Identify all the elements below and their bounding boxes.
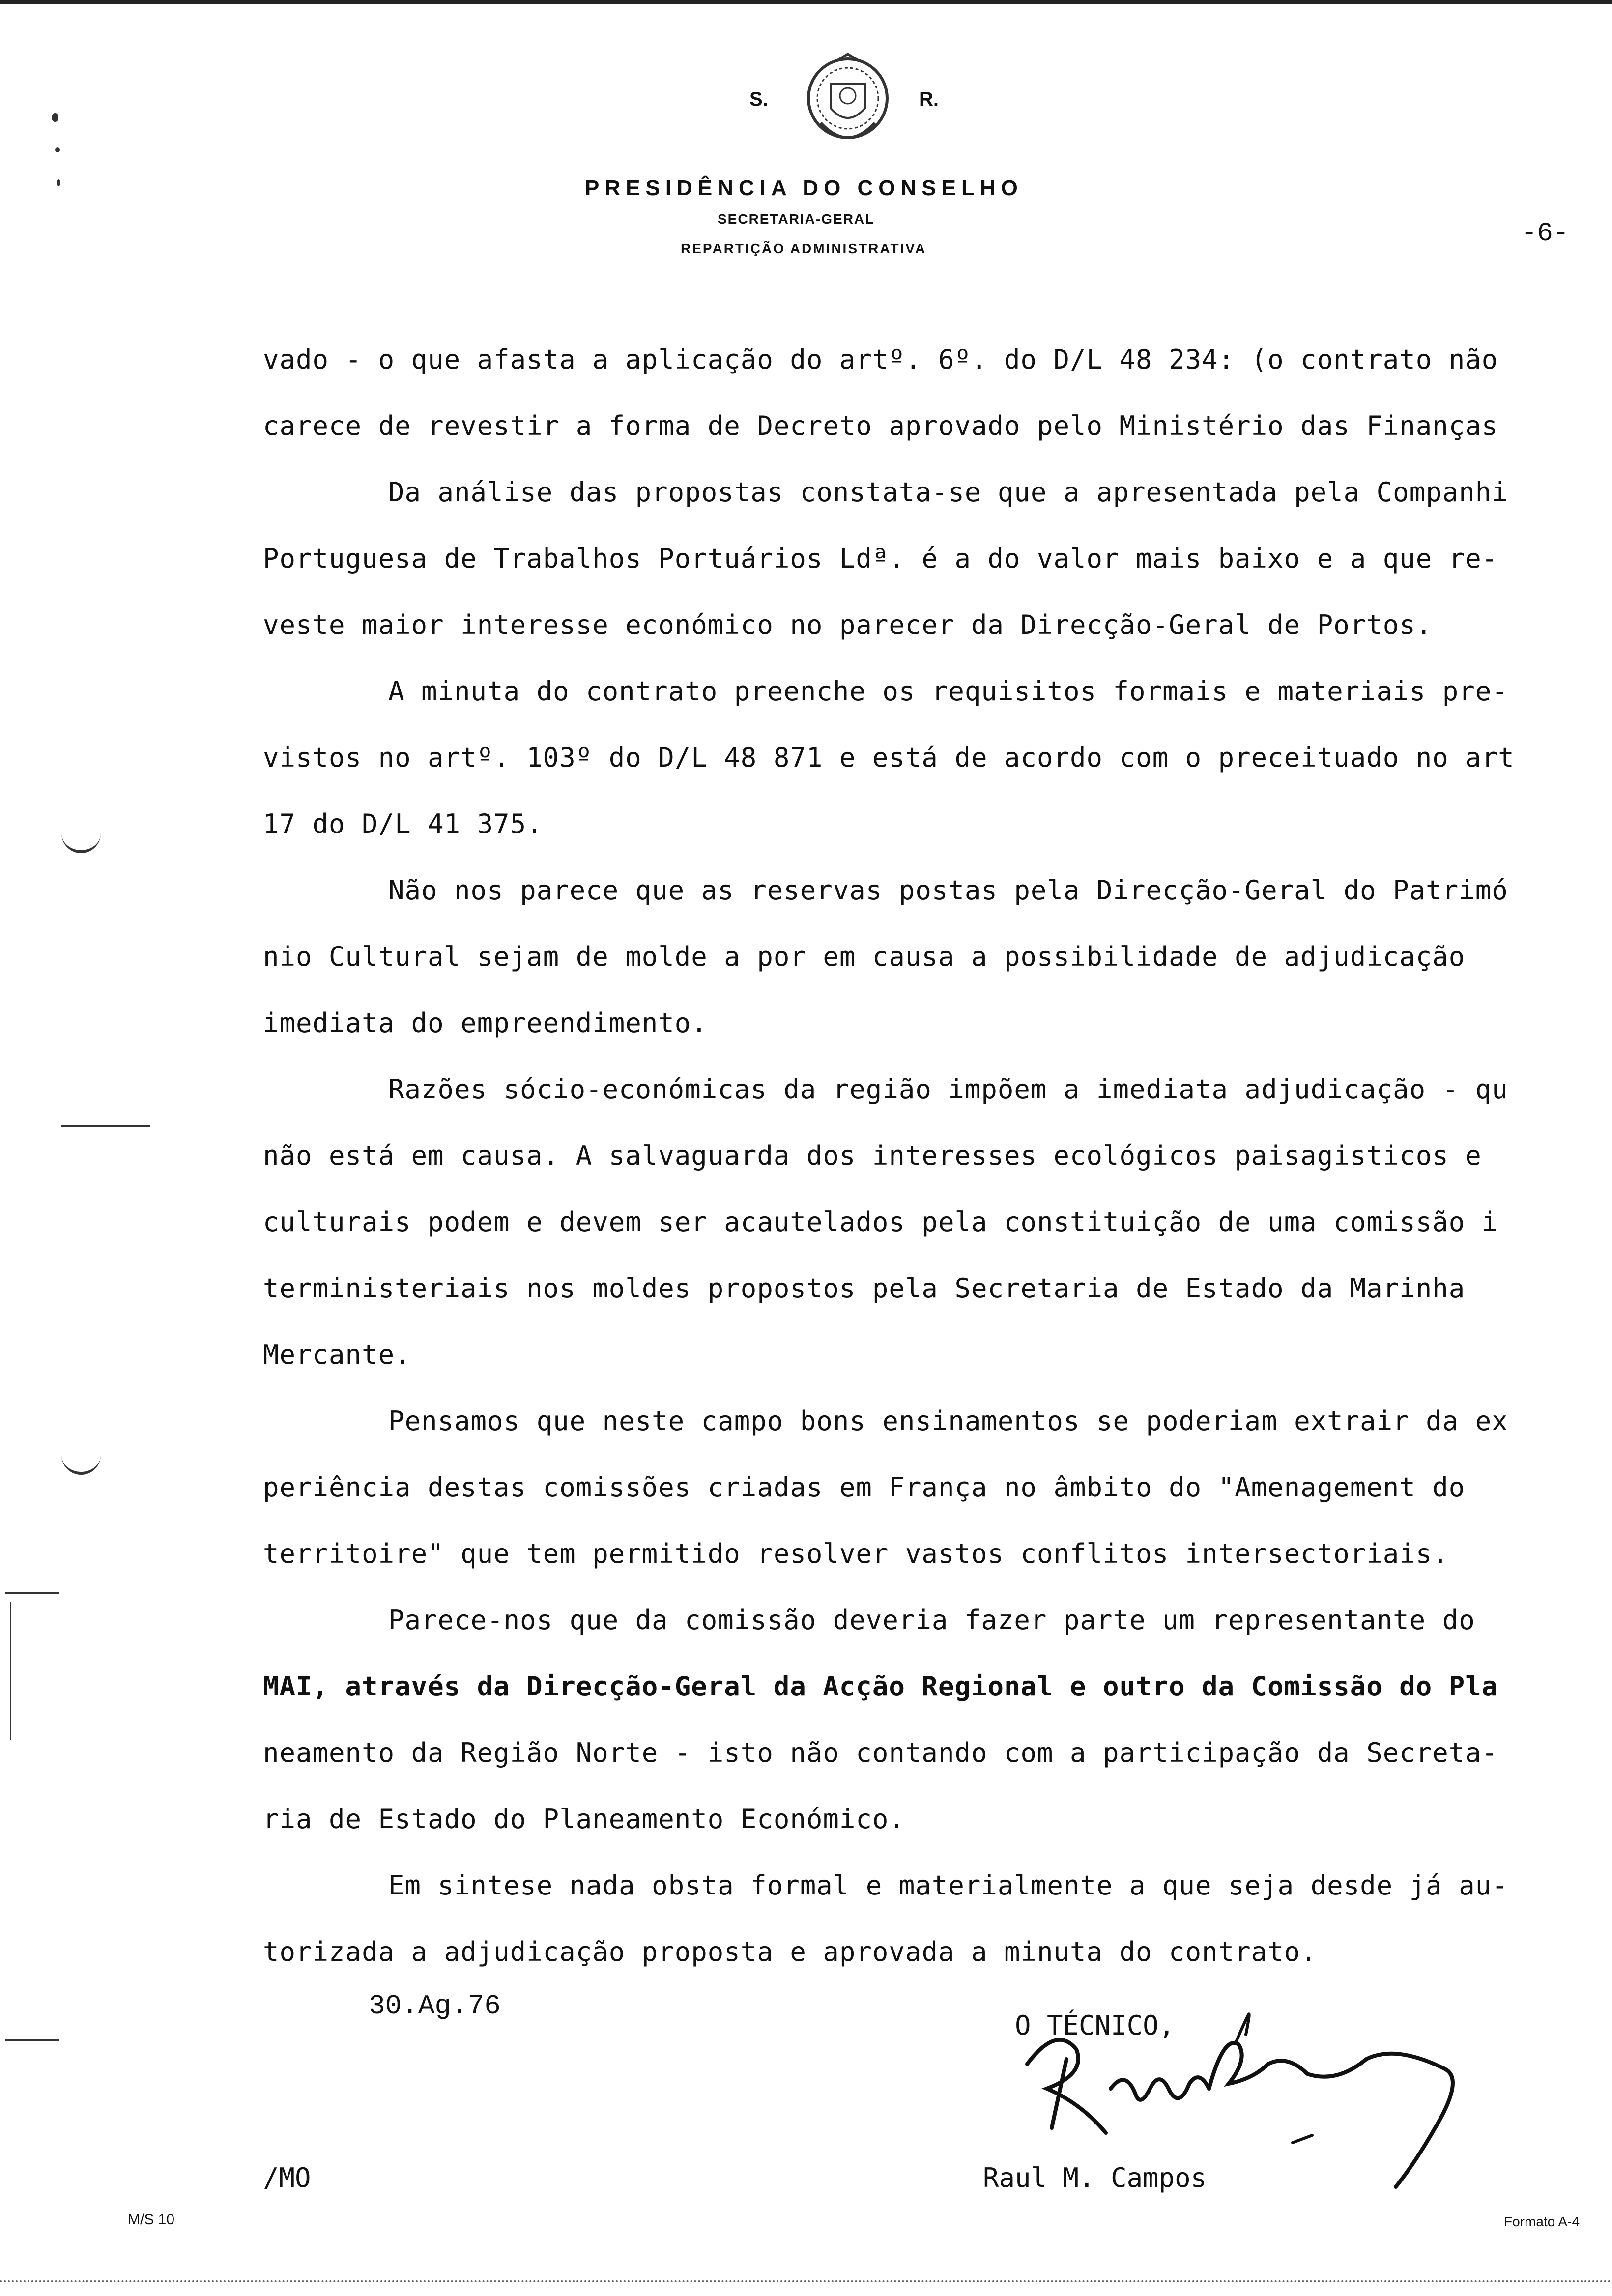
punch-hole-mark xyxy=(61,1452,101,1475)
body-line: Portuguesa de Trabalhos Portuários Ldª. é a do valor mais baixo e a que re- xyxy=(263,543,1498,574)
body-line: imediata do empreendimento. xyxy=(263,1007,708,1038)
body-line: neamento da Região Norte - isto não contando com a participação da Secreta- xyxy=(263,1737,1498,1768)
letterhead-subtitle-secretaria: SECRETARIA-GERAL xyxy=(718,211,875,227)
body-line: torizada a adjudicação proposta e aprovada a minuta do contrato. xyxy=(263,1936,1317,1967)
coat-of-arms-seal-icon xyxy=(801,49,894,157)
margin-speck xyxy=(57,179,60,186)
margin-rule xyxy=(10,1602,11,1740)
body-line: Mercante. xyxy=(263,1339,411,1370)
body-line: Parece-nos que da comissão deveria fazer parte um representante do xyxy=(388,1605,1475,1636)
letterhead-r: R. xyxy=(919,88,939,110)
form-code-left: M/S 10 xyxy=(128,2211,175,2228)
body-line: Da análise das propostas constata-se que a apresentada pela Companhi xyxy=(388,477,1508,508)
margin-rule xyxy=(61,1125,150,1127)
body-line: Em sintese nada obsta formal e materialmente a que seja desde já au- xyxy=(388,1870,1508,1901)
margin-rule xyxy=(5,1592,59,1594)
body-line: não está em causa. A salvaguarda dos interesses ecológicos paisagisticos e xyxy=(263,1140,1482,1171)
bottom-edge-dots xyxy=(0,2280,1612,2284)
body-line: nio Cultural sejam de molde a por em causa a possibilidade de adjudicação xyxy=(263,941,1466,972)
body-line: Pensamos que neste campo bons ensinamentos se poderiam extrair da ex xyxy=(388,1406,1508,1436)
body-line: A minuta do contrato preenche os requisitos formais e materiais pre- xyxy=(388,676,1508,707)
letterhead-subtitle-reparticao: REPARTIÇÃO ADMINISTRATIVA xyxy=(681,241,927,256)
typist-initials: /MO xyxy=(263,2162,311,2193)
page-number: -6- xyxy=(1521,219,1569,249)
margin-speck xyxy=(52,113,58,122)
body-line: MAI, através da Direcção-Geral da Acção Regional e outro da Comissão do Pla xyxy=(263,1671,1498,1702)
margin-rule xyxy=(5,2039,59,2041)
body-line: veste maior interesse económico no parecer da Direcção-Geral de Portos. xyxy=(263,609,1433,640)
letterhead-title: PRESIDÊNCIA DO CONSELHO xyxy=(585,176,1023,200)
letterhead-s: S. xyxy=(749,88,768,110)
body-line: ria de Estado do Planeamento Económico. xyxy=(263,1804,905,1835)
signatory-name: Raul M. Campos xyxy=(983,2162,1207,2193)
top-rule xyxy=(0,0,1612,4)
body-line: terministeriais nos moldes propostos pela Secretaria de Estado da Marinha xyxy=(263,1273,1466,1304)
body-line: vistos no artº. 103º do D/L 48 871 e está de acordo com o preceituado no art xyxy=(263,742,1515,773)
margin-speck xyxy=(55,147,60,152)
punch-hole-mark xyxy=(61,831,101,853)
document-date: 30.Ag.76 xyxy=(369,1990,501,2022)
body-line: Razões sócio-económicas da região impõem a imediata adjudicação - qu xyxy=(388,1074,1508,1105)
body-line: carece de revestir a forma de Decreto aprovado pelo Ministério das Finanças xyxy=(263,410,1498,441)
body-line: 17 do D/L 41 375. xyxy=(263,808,543,839)
body-line: Não nos parece que as reservas postas pela Direcção-Geral do Patrimó xyxy=(388,875,1508,906)
body-line: vado - o que afasta a aplicação do artº. 6º. do D/L 48 234: (o contrato não xyxy=(263,344,1498,375)
body-line: territoire" que tem permitido resolver vastos conflitos intersectoriais. xyxy=(263,1538,1449,1569)
form-format-right: Formato A-4 xyxy=(1504,2214,1580,2229)
body-line: culturais podem e devem ser acautelados pela constituição de uma comissão i xyxy=(263,1206,1498,1237)
body-line: periência destas comissões criadas em França no âmbito do "Amenagement do xyxy=(263,1472,1466,1503)
signature-role: O TÉCNICO, xyxy=(1015,2010,1175,2041)
